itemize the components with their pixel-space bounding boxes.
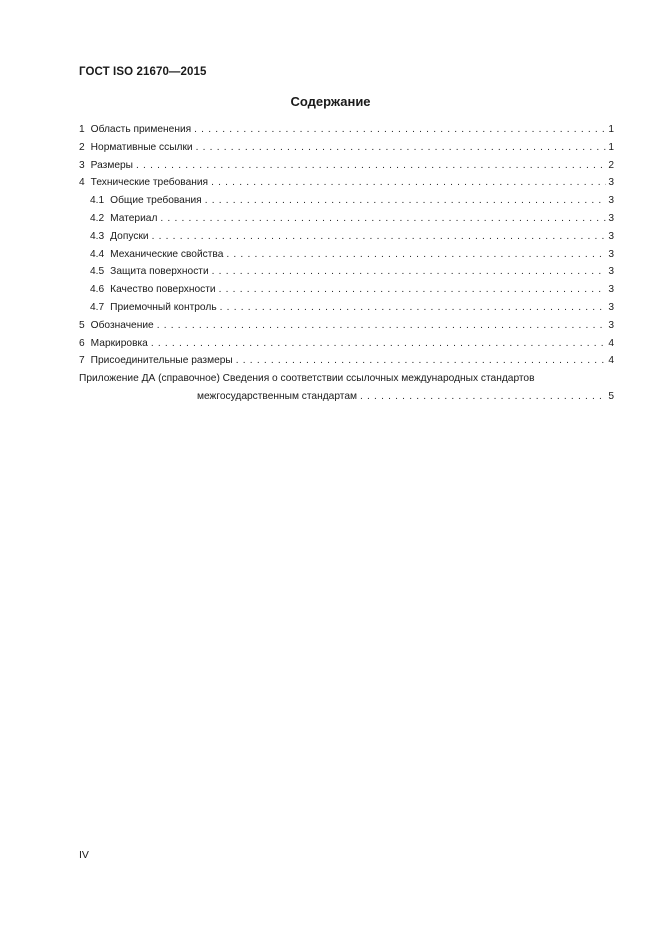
toc-entry-label: Маркировка (90, 337, 148, 349)
toc-entry-label: Размеры (90, 159, 134, 171)
toc-entry-label: Обозначение (90, 319, 154, 331)
toc-leader-dots (360, 388, 606, 406)
toc-leader-dots (152, 228, 606, 246)
table-of-contents (79, 121, 614, 406)
toc-entry[interactable] (79, 335, 614, 353)
toc-subentry[interactable] (79, 228, 614, 246)
toc-entry-label: Технические требования (90, 177, 209, 189)
toc-entry-page: 1 (608, 141, 614, 153)
toc-entry-number: 4.7 (90, 301, 105, 313)
toc-leader-dots (160, 210, 606, 228)
toc-entry-number: 2 (79, 141, 85, 153)
toc-entry-number: 4.1 (90, 195, 105, 207)
appendix-title-line2: межгосударственным стандартам (197, 390, 357, 402)
toc-entry-page: 3 (608, 319, 614, 331)
toc-entry-number: 4.4 (90, 248, 105, 260)
toc-entry-page: 4 (608, 355, 614, 367)
toc-entry-label: Механические свойства (110, 248, 224, 260)
toc-entry-page: 3 (608, 266, 614, 278)
toc-entry-page: 3 (608, 230, 614, 242)
toc-entry[interactable] (79, 317, 614, 335)
toc-entry-page: 4 (608, 337, 614, 349)
toc-entry-page: 5 (608, 390, 614, 402)
toc-entry-label: Приемочный контроль (110, 301, 217, 313)
toc-subentry[interactable] (79, 281, 614, 299)
toc-entry[interactable] (79, 174, 614, 192)
toc-leader-dots (157, 317, 606, 335)
toc-leader-dots (194, 121, 606, 139)
toc-entry-label: Качество поверхности (110, 284, 216, 296)
toc-leader-dots (196, 139, 606, 157)
toc-entry-number: 4.3 (90, 230, 105, 242)
toc-leader-dots (211, 174, 606, 192)
toc-subentry[interactable] (79, 263, 614, 281)
toc-entry-label: Общие требования (110, 195, 202, 207)
toc-entry-number: 3 (79, 159, 85, 171)
toc-entry-number: 1 (79, 124, 85, 135)
toc-leader-dots (136, 157, 606, 175)
toc-subentry[interactable] (79, 210, 614, 228)
toc-entry-page: 3 (608, 212, 614, 224)
toc-entry-number: 7 (79, 355, 85, 367)
toc-entry-number: 4 (79, 177, 85, 189)
toc-entry[interactable] (79, 139, 614, 157)
toc-entry-page: 3 (608, 177, 614, 189)
toc-title: Содержание (290, 94, 371, 109)
toc-entry-number: 6 (79, 337, 85, 349)
document-header: ГОСТ ISO 21670—2015 (79, 66, 207, 78)
toc-entry-number: 5 (79, 319, 85, 331)
toc-entry-page: 3 (608, 301, 614, 313)
toc-entry-page: 2 (608, 159, 614, 171)
toc-leader-dots (205, 192, 606, 210)
toc-entry-label: Область применения (90, 124, 192, 135)
toc-leader-dots (226, 246, 606, 264)
toc-entry-page: 3 (608, 248, 614, 260)
toc-entry-label: Защита поверхности (110, 266, 209, 278)
toc-entry-number: 4.6 (90, 284, 105, 296)
toc-entry-label: Присоединительные размеры (90, 355, 233, 367)
toc-entry-number: 4.2 (90, 212, 105, 224)
toc-subentry[interactable] (79, 192, 614, 210)
toc-leader-dots (151, 335, 606, 353)
toc-subentry[interactable] (79, 246, 614, 264)
toc-entry-label: Нормативные ссылки (90, 141, 193, 153)
toc-entry-page: 3 (608, 195, 614, 207)
toc-entry[interactable] (79, 157, 614, 175)
toc-entry-page: 3 (608, 284, 614, 296)
toc-entry-label: Допуски (110, 230, 149, 242)
toc-leader-dots (220, 299, 606, 317)
toc-leader-dots (212, 263, 606, 281)
page-number: IV (79, 849, 89, 861)
toc-entry-label: Материал (110, 212, 158, 224)
toc-entry[interactable] (79, 121, 614, 139)
appendix-title-line2-row (79, 388, 614, 406)
toc-subentry[interactable] (79, 299, 614, 317)
toc-entry-number: 4.5 (90, 266, 105, 278)
toc-leader-dots (236, 352, 606, 370)
toc-entry-page: 1 (608, 124, 614, 135)
appendix-title-line1: Приложение ДА (справочное) Сведения о соответствии ссылочных международных стандартов (79, 373, 535, 385)
toc-leader-dots (219, 281, 606, 299)
toc-appendix-entry[interactable] (79, 370, 614, 406)
toc-entry[interactable] (79, 352, 614, 370)
